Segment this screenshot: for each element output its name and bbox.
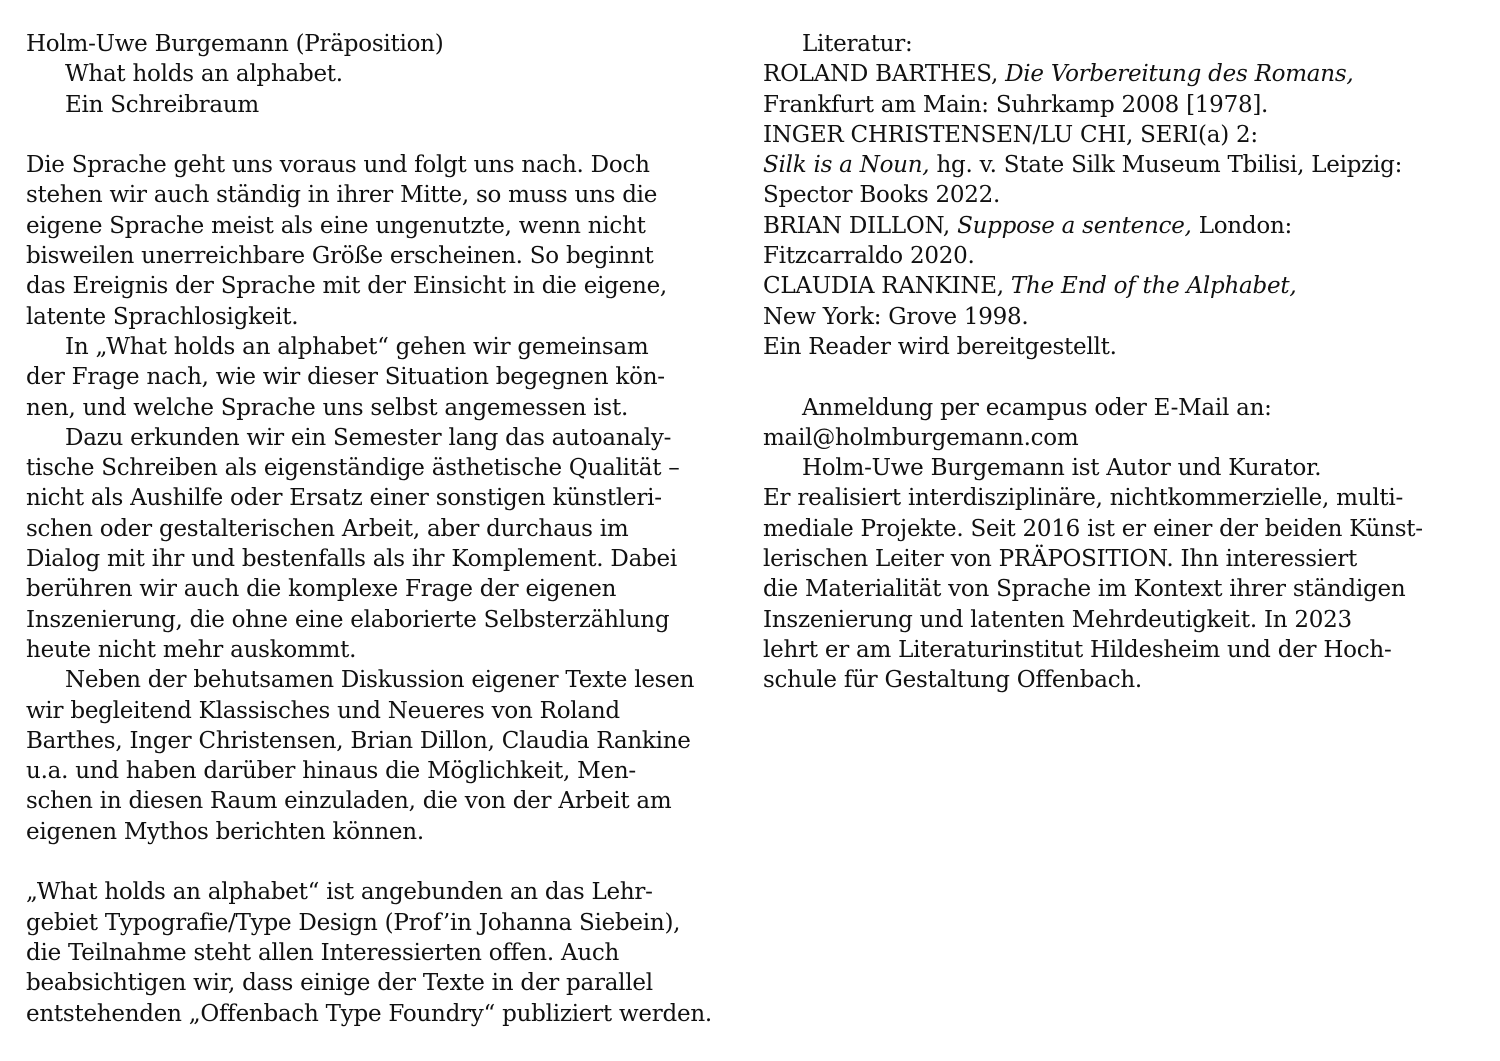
paragraph-5: [26, 877, 756, 1028]
text-line: Holm-Uwe Burgemann ist Autor und Kurator.: [802, 455, 1322, 482]
text-line: eigene Sprache meist als eine ungenutzte, wenn nicht: [26, 212, 646, 239]
spacer: [26, 847, 756, 877]
ref-title: Die Vorbereitung des Romans,: [1005, 61, 1354, 88]
ref-author: CLAUDIA RANKINE,: [763, 273, 1004, 300]
course-subtitle: Ein Schreibraum: [65, 91, 259, 118]
text-line: Neben der behutsamen Diskussion eigener Texte lesen: [65, 667, 695, 694]
ref-title: Silk is a Noun,: [763, 152, 930, 179]
reference-rankine: [763, 271, 1483, 332]
text-line: der Frage nach, wie wir dieser Situation begegnen kön-: [26, 364, 665, 391]
text-line: nen, und welche Sprache uns selbst angemessen ist.: [26, 394, 629, 421]
text-line: mediale Projekte. Seit 2016 ist er einer der beiden Künst-: [763, 515, 1423, 542]
reference-barthes: [763, 59, 1483, 120]
paragraph-1: [26, 150, 756, 332]
literature-heading: Literatur:: [802, 31, 913, 57]
paragraph-4: [26, 665, 756, 847]
text-line: „What holds an alphabet“ ist angebunden an das Lehr-: [26, 879, 653, 906]
course-title: What holds an alphabet.: [65, 61, 343, 88]
ref-imprint: Frankfurt am Main: Suhrkamp 2008 [1978].: [763, 91, 1269, 118]
text-line: lerischen Leiter von PRÄPOSITION. Ihn interessiert: [763, 546, 1358, 573]
text-line: In „What holds an alphabet“ gehen wir gemeinsam: [65, 333, 649, 360]
paragraph-2: [26, 332, 756, 423]
text-line: eigenen Mythos berichten können.: [26, 818, 424, 845]
right-column: [763, 29, 1483, 696]
left-column: [26, 29, 756, 1029]
ref-imprint: Fitzcarraldo 2020.: [763, 243, 975, 270]
text-line: wir begleitend Klassisches und Neueres von Roland: [26, 697, 620, 724]
text-line: beabsichtigen wir, dass einige der Texte in der parallel: [26, 970, 653, 997]
text-line: latente Sprachlosigkeit.: [26, 303, 299, 330]
ref-imprint: London:: [1198, 212, 1293, 239]
ref-author: INGER CHRISTENSEN/LU CHI, SERI(a) 2:: [763, 121, 1258, 148]
spacer: [26, 120, 756, 150]
registration-email[interactable]: mail@holmburgemann.com: [763, 424, 1079, 451]
text-line: Barthes, Inger Christensen, Brian Dillon, Claudia Rankine: [26, 727, 691, 754]
text-line: schen oder gestalterischen Arbeit, aber durchaus im: [26, 515, 629, 542]
ref-imprint: hg. v. State Silk Museum Tbilisi, Leipzig:: [936, 152, 1403, 179]
text-line: die Teilnahme steht allen Interessierten offen. Auch: [26, 939, 620, 966]
ref-author: ROLAND BARTHES,: [763, 61, 999, 88]
reference-dillon: [763, 211, 1483, 272]
author-line: Holm-Uwe Burgemann (Präposition): [26, 31, 444, 57]
author-bio: [763, 453, 1483, 695]
text-line: stehen wir auch ständig in ihrer Mitte, so muss uns die: [26, 182, 658, 209]
text-line: u.a. und haben darüber hinaus die Möglichkeit, Men-: [26, 758, 636, 785]
text-line: Dialog mit ihr und bestenfalls als ihr Komplement. Dabei: [26, 546, 677, 573]
ref-imprint: New York: Grove 1998.: [763, 303, 1029, 330]
text-line: Die Sprache geht uns voraus und folgt uns nach. Doch: [26, 152, 650, 179]
text-line: nicht als Aushilfe oder Ersatz einer sonstigen künstleri-: [26, 485, 662, 512]
text-line: die Materialität von Sprache im Kontext ihrer ständigen: [763, 576, 1406, 603]
text-line: Inszenierung und latenten Mehrdeutigkeit. In 2023: [763, 606, 1352, 633]
text-line: Inszenierung, die ohne eine elaborierte Selbsterzählung: [26, 606, 670, 633]
reference-christensen: [763, 120, 1483, 211]
text-line: Dazu erkunden wir ein Semester lang das autoanaly-: [65, 424, 672, 451]
spacer: [763, 362, 1483, 392]
ref-author: BRIAN DILLON,: [763, 212, 950, 239]
ref-title: The End of the Alphabet,: [1010, 273, 1297, 300]
text-line: schule für Gestaltung Offenbach.: [763, 667, 1142, 694]
text-line: entstehenden „Offenbach Type Foundry“ publiziert werden.: [26, 1000, 712, 1027]
reader-note: Ein Reader wird bereitgestellt.: [763, 333, 1117, 360]
registration-label: Anmeldung per ecampus oder E-Mail an:: [802, 394, 1272, 421]
text-line: lehrt er am Literaturinstitut Hildesheim und der Hoch-: [763, 636, 1392, 663]
text-line: bisweilen unerreichbare Größe erscheinen. So beginnt: [26, 243, 654, 270]
text-line: heute nicht mehr auskommt.: [26, 636, 357, 663]
ref-title: Suppose a sentence,: [957, 212, 1192, 239]
paragraph-3: [26, 423, 756, 665]
text-line: gebiet Typografie/Type Design (Prof’in Johanna Siebein),: [26, 909, 681, 936]
ref-imprint: Spector Books 2022.: [763, 182, 1001, 209]
text-line: Er realisiert interdisziplinäre, nichtkommerzielle, multi-: [763, 485, 1404, 512]
text-line: tische Schreiben als eigenständige ästhetische Qualität –: [26, 455, 680, 482]
text-line: das Ereignis der Sprache mit der Einsicht in die eigene,: [26, 273, 667, 300]
text-line: berühren wir auch die komplexe Frage der eigenen: [26, 576, 617, 603]
text-line: schen in diesen Raum einzuladen, die von der Arbeit am: [26, 788, 672, 815]
